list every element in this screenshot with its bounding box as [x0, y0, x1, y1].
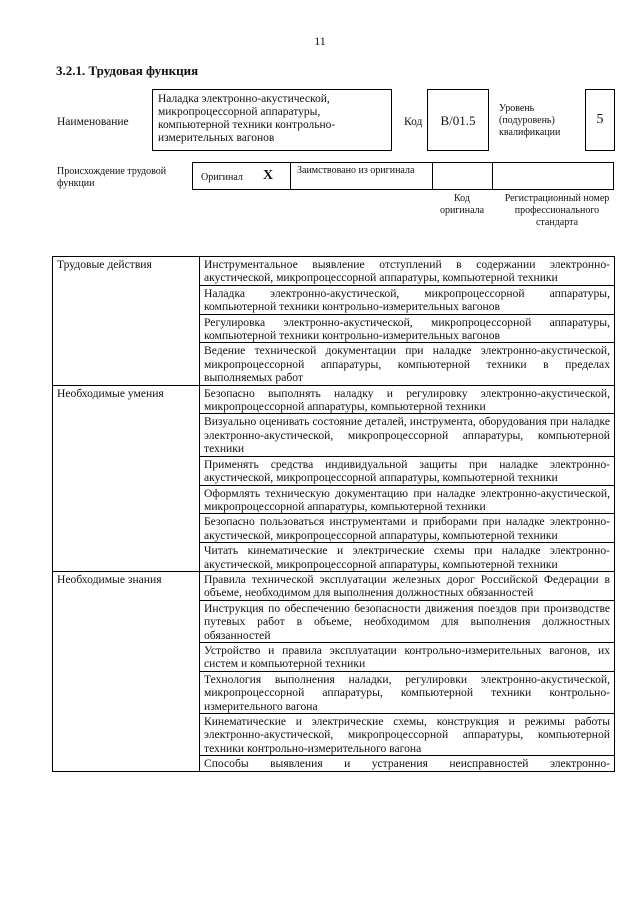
original-mark: X	[263, 168, 274, 183]
category-cell: Необходимые умения	[53, 385, 200, 414]
divider	[432, 162, 433, 190]
reg-caption: Регистрационный номер профессионального стандарта	[504, 193, 610, 228]
table-row	[53, 642, 615, 671]
code-caption: Код оригинала	[439, 193, 485, 216]
table-row	[53, 485, 615, 514]
item-cell: Инструментальное выявление отступлений в содержании электронно-акустической, микропроцессорной аппаратуры, компьютерной техники	[200, 257, 615, 286]
table-row	[53, 343, 615, 385]
original-label: Оригинал	[201, 172, 243, 183]
item-cell: Правила технической эксплуатации железных дорог Российской Федерации в объеме, необходимом для выполнения должностных обязанностей	[200, 571, 615, 600]
item-cell: Безопасно выполнять наладку и регулировку электронно-акустической, микропроцессорной аппаратуры, компьютерной техники	[200, 385, 615, 414]
table-row	[53, 314, 615, 343]
origin-label: Происхождение трудовой функции	[57, 166, 167, 189]
code-label: Код	[404, 116, 423, 128]
table-row	[53, 671, 615, 713]
table-row	[53, 543, 615, 572]
level-label: Уровень (подуровень) квалификации	[499, 103, 561, 138]
item-cell: Безопасно пользоваться инструментами и приборами при наладке электронно-акустической, микропроцессорной аппаратуры, компьютерной техники	[200, 514, 615, 543]
level-value: 5	[585, 89, 615, 151]
function-table	[52, 256, 615, 772]
category-cell: Необходимые знания	[53, 571, 200, 600]
item-cell: Инструкция по обеспечению безопасности движения поездов при производстве путевых работ в объеме, необходимом для выполнения должностных обязанностей	[200, 600, 615, 642]
item-cell: Визуально оценивать состояние деталей, инструмента, оборудования при наладке электронно-акустической, микропроцессорной аппаратуры, компьютерной техники	[200, 414, 615, 456]
table-row	[53, 514, 615, 543]
borrowed-label: Заимствовано из оригинала	[297, 165, 415, 176]
table-row	[53, 600, 615, 642]
table-row	[53, 414, 615, 456]
name-value: Наладка электронно-акустической, микропроцессорной аппаратуры, компьютерной техники контрольно-измерительных вагонов	[152, 89, 392, 151]
table-row	[53, 714, 615, 756]
divider	[492, 162, 493, 190]
table-row	[53, 756, 615, 771]
name-label: Наименование	[57, 116, 129, 128]
item-cell: Оформлять техническую документацию при наладке электронно-акустической, микропроцессорной аппаратуры, компьютерной техники	[200, 485, 615, 514]
code-value: B/01.5	[427, 89, 489, 151]
page-number: 11	[314, 34, 326, 48]
table-row	[53, 385, 615, 414]
item-cell: Способы выявления и устранения неисправностей электронно-	[200, 756, 615, 771]
divider	[290, 162, 291, 190]
category-cell: Трудовые действия	[53, 257, 200, 286]
item-cell: Читать кинематические и электрические схемы при наладке электронно-акустической, микропроцессорной аппаратуры, компьютерной техники	[200, 543, 615, 572]
table-row	[53, 257, 615, 286]
item-cell: Наладка электронно-акустической, микропроцессорной аппаратуры, компьютерной техники контрольно-измерительных вагонов	[200, 285, 615, 314]
item-cell: Применять средства индивидуальной защиты при наладке электронно-акустической, микропроцессорной аппаратуры, компьютерной техники	[200, 456, 615, 485]
item-cell: Технология выполнения наладки, регулировки электронно-акустической, микропроцессорной аппаратуры, компьютерной техники контрольно-измерительного вагона	[200, 671, 615, 713]
item-cell: Кинематические и электрические схемы, конструкция и режимы работы электронно-акустической, микропроцессорной аппаратуры, компьютерной техники контрольно-измерительного вагона	[200, 714, 615, 756]
item-cell: Регулировка электронно-акустической, микропроцессорной аппаратуры, компьютерной техники контрольно-измерительных вагонов	[200, 314, 615, 343]
item-cell: Устройство и правила эксплуатации контрольно-измерительных вагонов, их систем и компьютерной техники	[200, 642, 615, 671]
table-row	[53, 456, 615, 485]
item-cell: Ведение технической документации при наладке электронно-акустической, микропроцессорной аппаратуры, компьютерной техники в пределах выполняемых работ	[200, 343, 615, 385]
table-row	[53, 571, 615, 600]
section-title: 3.2.1. Трудовая функция	[56, 63, 199, 78]
table-row	[53, 285, 615, 314]
